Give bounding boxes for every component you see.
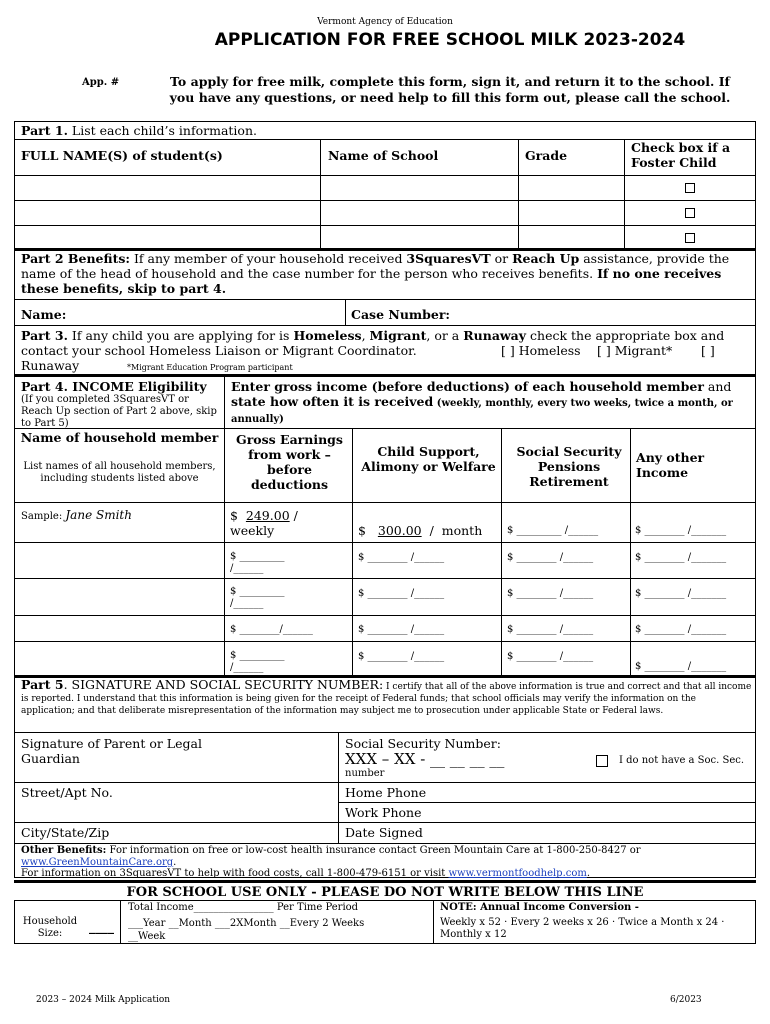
- col-other-income: Any other Income: [636, 450, 705, 480]
- part4-title: Part 4. INCOME Eligibility: [21, 379, 207, 394]
- homeless-option[interactable]: [ ] Homeless: [501, 343, 581, 358]
- gross-2-freq[interactable]: /______: [230, 563, 264, 574]
- sample-gross: $ 249.00 /: [230, 508, 298, 523]
- no-ssn-label: I do not have a Soc. Sec.: [619, 755, 745, 766]
- food-help-link[interactable]: www.vermontfoodhelp.com: [448, 868, 587, 879]
- other-4[interactable]: $ ________ /_______: [635, 624, 727, 635]
- child-2[interactable]: $ ________ /______: [358, 552, 445, 563]
- school-use-banner: FOR SCHOOL USE ONLY - PLEASE DO NOT WRITE BELOW THIS LINE: [126, 885, 644, 900]
- foster-checkbox-1[interactable]: [685, 183, 695, 193]
- other-5[interactable]: $ ________ /_______: [635, 661, 727, 672]
- ssn-number-label: number: [345, 768, 385, 779]
- no-ssn-checkbox[interactable]: [596, 755, 608, 767]
- col-social-security: Social Security Pensions Retirement: [516, 444, 622, 489]
- period-week[interactable]: __Week: [128, 931, 166, 942]
- city-label[interactable]: City/State/Zip: [21, 825, 110, 840]
- child-5[interactable]: $ ________ /______: [358, 651, 445, 662]
- signature-label[interactable]: Signature of Parent or Legal Guardian: [21, 736, 202, 766]
- footer-right: 6/2023: [670, 995, 702, 1005]
- instructions: To apply for free milk, complete this form, sign it, and return it to the school. If you have any questions, or need help to fill this form out, please call the school.: [169, 74, 731, 105]
- ssn-label: Social Security Number:: [345, 736, 501, 751]
- gross-4[interactable]: $ ________/______: [230, 624, 313, 635]
- sample-child-support: $ 300.00 / month: [358, 523, 483, 538]
- col-school-name: Name of School: [328, 148, 439, 163]
- gross-3[interactable]: $ _________: [230, 586, 285, 597]
- gross-3-freq[interactable]: /______: [230, 598, 264, 609]
- sample-row: Sample: Jane Smith: [21, 508, 132, 522]
- migrant-footnote: *Migrant Education Program participant: [127, 363, 293, 372]
- food-help: For information on 3SquaresVT to help with food costs, call 1-800-479-6151 or visit www.vermontfoodhelp.com.: [21, 868, 591, 879]
- child-3[interactable]: $ ________ /______: [358, 588, 445, 599]
- household-size-label: Household Size:: [22, 916, 78, 939]
- gross-5-freq[interactable]: /______: [230, 662, 264, 673]
- col-gross: Gross Earnings from work – before deductions: [236, 432, 343, 492]
- part2-case-label[interactable]: Case Number:: [351, 307, 451, 322]
- part3-text: Part 3. If any child you are applying for is Homeless, Migrant, or a Runaway check the appropriate box and contact your school Homeless Liaison or Migrant Coordinator.: [21, 328, 725, 358]
- sample-other-blank[interactable]: $ ________ /_______: [635, 525, 727, 536]
- ss-3[interactable]: $ ________ /______: [507, 588, 594, 599]
- date-signed-label[interactable]: Date Signed: [345, 825, 423, 840]
- sample-gross-freq: weekly: [230, 523, 275, 538]
- child-4[interactable]: $ ________ /______: [358, 624, 445, 635]
- application-form: [14, 121, 756, 878]
- col-foster: Check box if a Foster Child: [631, 140, 731, 170]
- agency-name: Vermont Agency of Education: [317, 17, 453, 27]
- gmc-link[interactable]: www.GreenMountainCare.org: [21, 857, 174, 868]
- app-number-label: App. #: [82, 77, 120, 88]
- household-size-blank[interactable]: ____: [89, 919, 114, 934]
- other-2[interactable]: $ ________ /_______: [635, 552, 727, 563]
- col-student-name: FULL NAME(S) of student(s): [21, 148, 223, 163]
- foster-checkbox-3[interactable]: [685, 233, 695, 243]
- note-text: Weekly x 52 · Every 2 weeks x 26 · Twice a Month x 24 · Monthly x 12: [440, 917, 725, 940]
- col-grade: Grade: [525, 148, 568, 163]
- total-income[interactable]: Total Income________________ Per Time Period: [128, 902, 359, 913]
- form-title: APPLICATION FOR FREE SCHOOL MILK 2023-2024: [214, 30, 686, 50]
- part4-sub: (If you completed 3SquaresVT or Reach Up section of Part 2 above, skip to Part 5): [21, 394, 217, 429]
- col-member-name: Name of household member: [20, 430, 219, 445]
- runaway-box[interactable]: [ ]: [701, 343, 715, 358]
- col-member-sub: List names of all household members, including students listed above: [23, 461, 216, 484]
- other-benefits: Other Benefits: For information on free or low-cost health insurance contact Green Mountain Care at 1-800-250-8427 or www.GreenMountainCare.org.: [21, 845, 641, 868]
- gross-2[interactable]: $ _________: [230, 551, 285, 562]
- ssn-value[interactable]: XXX – XX - __ __ __ __: [345, 750, 505, 768]
- note-title: NOTE: Annual Income Conversion -: [440, 902, 639, 913]
- migrant-option[interactable]: [ ] Migrant*: [597, 343, 673, 358]
- col-child-support: Child Support, Alimony or Welfare: [361, 444, 496, 474]
- sample-ss-blank[interactable]: $ _________ /______: [507, 525, 599, 536]
- other-3[interactable]: $ ________ /_______: [635, 588, 727, 599]
- gross-5[interactable]: $ _________: [230, 650, 285, 661]
- part2-name-label[interactable]: Name:: [21, 307, 67, 322]
- work-phone-label[interactable]: Work Phone: [345, 805, 422, 820]
- foster-checkbox-2[interactable]: [685, 208, 695, 218]
- school-use-box: [14, 900, 756, 944]
- footer-left: 2023 – 2024 Milk Application: [36, 995, 171, 1005]
- period-options[interactable]: ___Year __Month ___2XMonth __Every 2 Weeks: [128, 918, 365, 929]
- ss-2[interactable]: $ ________ /______: [507, 552, 594, 563]
- ss-4[interactable]: $ ________ /______: [507, 624, 594, 635]
- part2-text: Part 2 Benefits: If any member of your household received 3SquaresVT or Reach Up assistance, provide the name of the head of household and the case number for the person who receives benefits. If no one receives these benefits, skip to part 4.: [21, 251, 730, 296]
- part5-certification: Part 5. SIGNATURE AND SOCIAL SECURITY NUMBER: I certify that all of the above information is true and correct and that all income is reported. I understand that this information is being given for the receipt of Federal funds; that school officials may verify the information on the application; and that deliberate misrepresentation of the information may subject me to prosecution under applicable State or Federal laws.: [21, 677, 752, 716]
- home-phone-label[interactable]: Home Phone: [345, 785, 427, 800]
- part4-instructions: Enter gross income (before deductions) of each household member and state how often it is received (weekly, monthly, every two weeks, twice a month, or annually): [231, 379, 733, 425]
- street-label[interactable]: Street/Apt No.: [21, 785, 113, 800]
- runaway-option: Runaway: [21, 358, 80, 373]
- ss-5[interactable]: $ ________ /______: [507, 651, 594, 662]
- part1-header: Part 1. List each child’s information.: [21, 123, 257, 138]
